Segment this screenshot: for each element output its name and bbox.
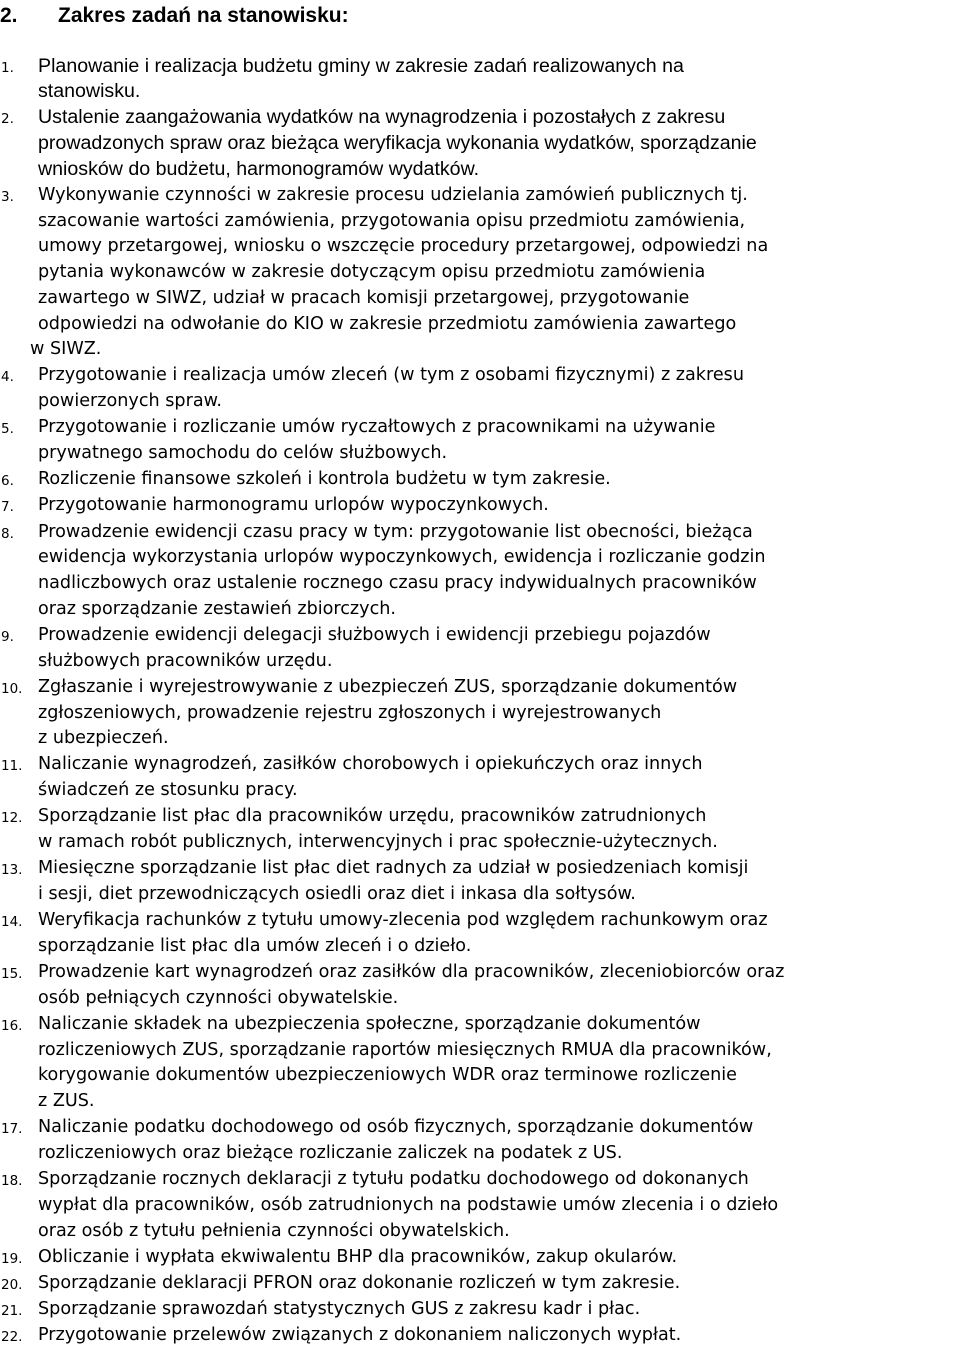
- list-item: [0, 856, 960, 907]
- list-item-text-line: Sporządzanie deklaracji PFRON oraz dokonanie rozliczeń w tym zakresie.: [38, 1273, 681, 1294]
- list-item: [0, 675, 960, 752]
- list-item: [0, 363, 960, 414]
- task-list: [0, 54, 960, 1350]
- list-item: [0, 415, 960, 466]
- list-item-text-line: Sporządzanie rocznych deklaracji z tytułu podatku dochodowego od dokonanych: [38, 1169, 749, 1190]
- list-item-number: 20.: [1, 1277, 23, 1294]
- list-item-text-line: Naliczanie składek na ubezpieczenia społeczne, sporządzanie dokumentów: [38, 1014, 701, 1035]
- list-item-number: 21.: [1, 1303, 23, 1320]
- list-item-text-line: Rozliczenie finansowe szkoleń i kontrola budżetu w tym zakresie.: [38, 469, 611, 490]
- list-item-text-line: Sporządzanie list płac dla pracowników urzędu, pracowników zatrudnionych: [38, 806, 707, 827]
- list-item-text-line: Przygotowanie przelewów związanych z dokonaniem naliczonych wypłat.: [38, 1325, 682, 1346]
- list-item-text-line: zgłoszeniowych, prowadzenie rejestru zgłoszonych i wyrejestrowanych: [38, 702, 662, 723]
- list-item-number: 6.: [1, 473, 14, 490]
- list-item-number: 14.: [1, 914, 23, 931]
- list-item-text-line: osób pełniących czynności obywatelskie.: [38, 987, 399, 1008]
- list-item-text-line: w ramach robót publicznych, interwencyjnych i prac społecznie-użytecznych.: [38, 832, 718, 853]
- list-item-text-line: z ubezpieczeń.: [38, 728, 169, 749]
- list-item-text-line: świadczeń ze stosunku pracy.: [38, 780, 298, 801]
- list-item-number: 19.: [1, 1250, 23, 1267]
- section-title: Zakres zadań na stanowisku:: [58, 4, 349, 27]
- list-item-text-line: Naliczanie podatku dochodowego od osób fizycznych, sporządzanie dokumentów: [38, 1117, 754, 1138]
- list-item-number: 1.: [1, 59, 14, 76]
- list-item: [0, 752, 960, 803]
- list-item-text-line: Prowadzenie ewidencji czasu pracy w tym: przygotowanie list obecności, bieżąca: [38, 521, 753, 542]
- list-item-text-line: Planowanie i realizacja budżetu gminy w zakresie zadań realizowanych na: [38, 54, 684, 77]
- list-item-text-line: wniosków do budżetu, harmonogramów wydatków.: [38, 157, 480, 180]
- list-item-number: 12.: [1, 810, 23, 827]
- list-item-text-line: Naliczanie wynagrodzeń, zasiłków chorobowych i opiekuńczych oraz innych: [38, 754, 703, 775]
- list-item-text-line: Obliczanie i wypłata ekwiwalentu BHP dla pracowników, zakup okularów.: [38, 1246, 678, 1267]
- list-item-text-line: oraz osób z tytułu pełnienia czynności obywatelskich.: [38, 1220, 510, 1241]
- list-item: [0, 183, 960, 363]
- list-item-text-line: umowy przetargowej, wniosku o wszczęcie procedury przetargowej, odpowiedzi na: [38, 236, 769, 257]
- list-item-number: 17.: [1, 1121, 23, 1138]
- list-item-text-line: Ustalenie zaangażowania wydatków na wynagrodzenia i pozostałych z zakresu: [38, 106, 726, 129]
- list-item-number: 8.: [1, 525, 14, 542]
- list-item-number: 18.: [1, 1173, 23, 1190]
- list-item: [0, 1323, 960, 1349]
- list-item-number: 3.: [1, 189, 14, 206]
- list-item-text-line: Sporządzanie sprawozdań statystycznych GUS z zakresu kadr i płac.: [38, 1299, 641, 1320]
- list-item-text-line: Przygotowanie i realizacja umów zleceń (w tym z osobami fizycznymi) z zakresu: [38, 365, 744, 386]
- list-item-text-line: Przygotowanie i rozliczanie umów ryczałtowych z pracownikami na używanie: [38, 417, 716, 438]
- list-item-text-line: Miesięczne sporządzanie list płac diet radnych za udział w posiedzeniach komisji: [38, 858, 749, 879]
- list-item-number: 5.: [1, 421, 14, 438]
- list-item: [0, 1297, 960, 1323]
- list-item-text-line: korygowanie dokumentów ubezpieczeniowych WDR oraz terminowe rozliczenie: [38, 1065, 738, 1086]
- list-item-number: 13.: [1, 862, 23, 879]
- list-item-text-line: nadliczbowych oraz ustalenie rocznego czasu pracy indywidualnych pracowników: [38, 573, 757, 594]
- list-item: [0, 467, 960, 493]
- list-item-number: 7.: [1, 499, 14, 516]
- list-item-text-line: sporządzanie list płac dla umów zleceń i o dzieło.: [38, 935, 472, 956]
- list-item-text-line: oraz sporządzanie zestawień zbiorczych.: [38, 598, 396, 619]
- list-item-number: 10.: [1, 680, 23, 697]
- list-item-number: 16.: [1, 1018, 23, 1035]
- list-item-text-line: odpowiedzi na odwołanie do KIO w zakresie przedmiotu zamówienia zawartego: [38, 313, 737, 334]
- list-item-text-line: zawartego w SIWZ, udział w pracach komisji przetargowej, przygotowanie: [38, 287, 690, 308]
- list-item-number: 11.: [1, 758, 23, 775]
- list-item: [0, 1271, 960, 1297]
- list-item-text-line: rozliczeniowych ZUS, sporządzanie raportów miesięcznych RMUA dla pracowników,: [38, 1039, 772, 1060]
- list-item-text-line: ewidencja wykorzystania urlopów wypoczynkowych, ewidencja i rozliczanie godzin: [38, 547, 766, 568]
- list-item-text-line: Zgłaszanie i wyrejestrowywanie z ubezpieczeń ZUS, sporządzanie dokumentów: [38, 676, 738, 697]
- list-item-text-line: Prowadzenie ewidencji delegacji służbowych i ewidencji przebiegu pojazdów: [38, 624, 711, 645]
- list-item: [0, 960, 960, 1011]
- list-item-number: 2.: [1, 111, 14, 128]
- list-item-text-line: szacowanie wartości zamówienia, przygotowania opisu przedmiotu zamówienia,: [38, 210, 746, 231]
- section-heading: [0, 3, 349, 29]
- list-item-number: 9.: [1, 628, 14, 645]
- list-item-number: 15.: [1, 966, 23, 983]
- list-item-number: 4.: [1, 369, 14, 386]
- list-item-text-line: służbowych pracowników urzędu.: [38, 650, 333, 671]
- list-item: [0, 908, 960, 959]
- list-item-text-line: prywatnego samochodu do celów służbowych.: [38, 443, 448, 464]
- list-item-text-line: powierzonych spraw.: [38, 391, 222, 412]
- list-item: [0, 623, 960, 674]
- list-item-text-line: Przygotowanie harmonogramu urlopów wypoczynkowych.: [38, 495, 549, 516]
- list-item: [0, 1115, 960, 1166]
- list-item-text-line: Weryfikacja rachunków z tytułu umowy-zlecenia pod względem rachunkowym oraz: [38, 910, 768, 931]
- list-item-text-line: stanowisku.: [38, 80, 141, 103]
- list-item-text-line: pytania wykonawców w zakresie dotyczącym opisu przedmiotu zamówienia: [38, 262, 706, 283]
- list-item: [0, 804, 960, 855]
- list-item-text-line: wypłat dla pracowników, osób zatrudnionych na podstawie umów zlecenia i o dzieło: [38, 1194, 779, 1215]
- list-item-text-line: rozliczeniowych oraz bieżące rozliczanie zaliczek na podatek z US.: [38, 1143, 623, 1164]
- list-item-text-line: prowadzonych spraw oraz bieżąca weryfikacja wykonania wydatków, sporządzanie: [38, 132, 757, 155]
- list-item-number: 22.: [1, 1329, 23, 1346]
- list-item-text-line: w SIWZ.: [30, 339, 102, 360]
- list-item: [0, 520, 960, 623]
- list-item-text-line: i sesji, diet przewodniczących osiedli oraz diet i inkasa dla sołtysów.: [38, 884, 636, 904]
- list-item: [0, 1167, 960, 1244]
- list-item-text-line: Prowadzenie kart wynagrodzeń oraz zasiłków dla pracowników, zleceniobiorców oraz: [38, 962, 785, 983]
- list-item: [0, 1012, 960, 1115]
- list-item: [0, 1245, 960, 1271]
- list-item: [0, 493, 960, 519]
- list-item-text-line: Wykonywanie czynności w zakresie procesu udzielania zamówień publicznych tj.: [38, 185, 748, 206]
- list-item: [0, 54, 960, 105]
- list-item: [0, 105, 960, 182]
- section-number: 2.: [0, 4, 18, 27]
- list-item-text-line: z ZUS.: [38, 1091, 95, 1112]
